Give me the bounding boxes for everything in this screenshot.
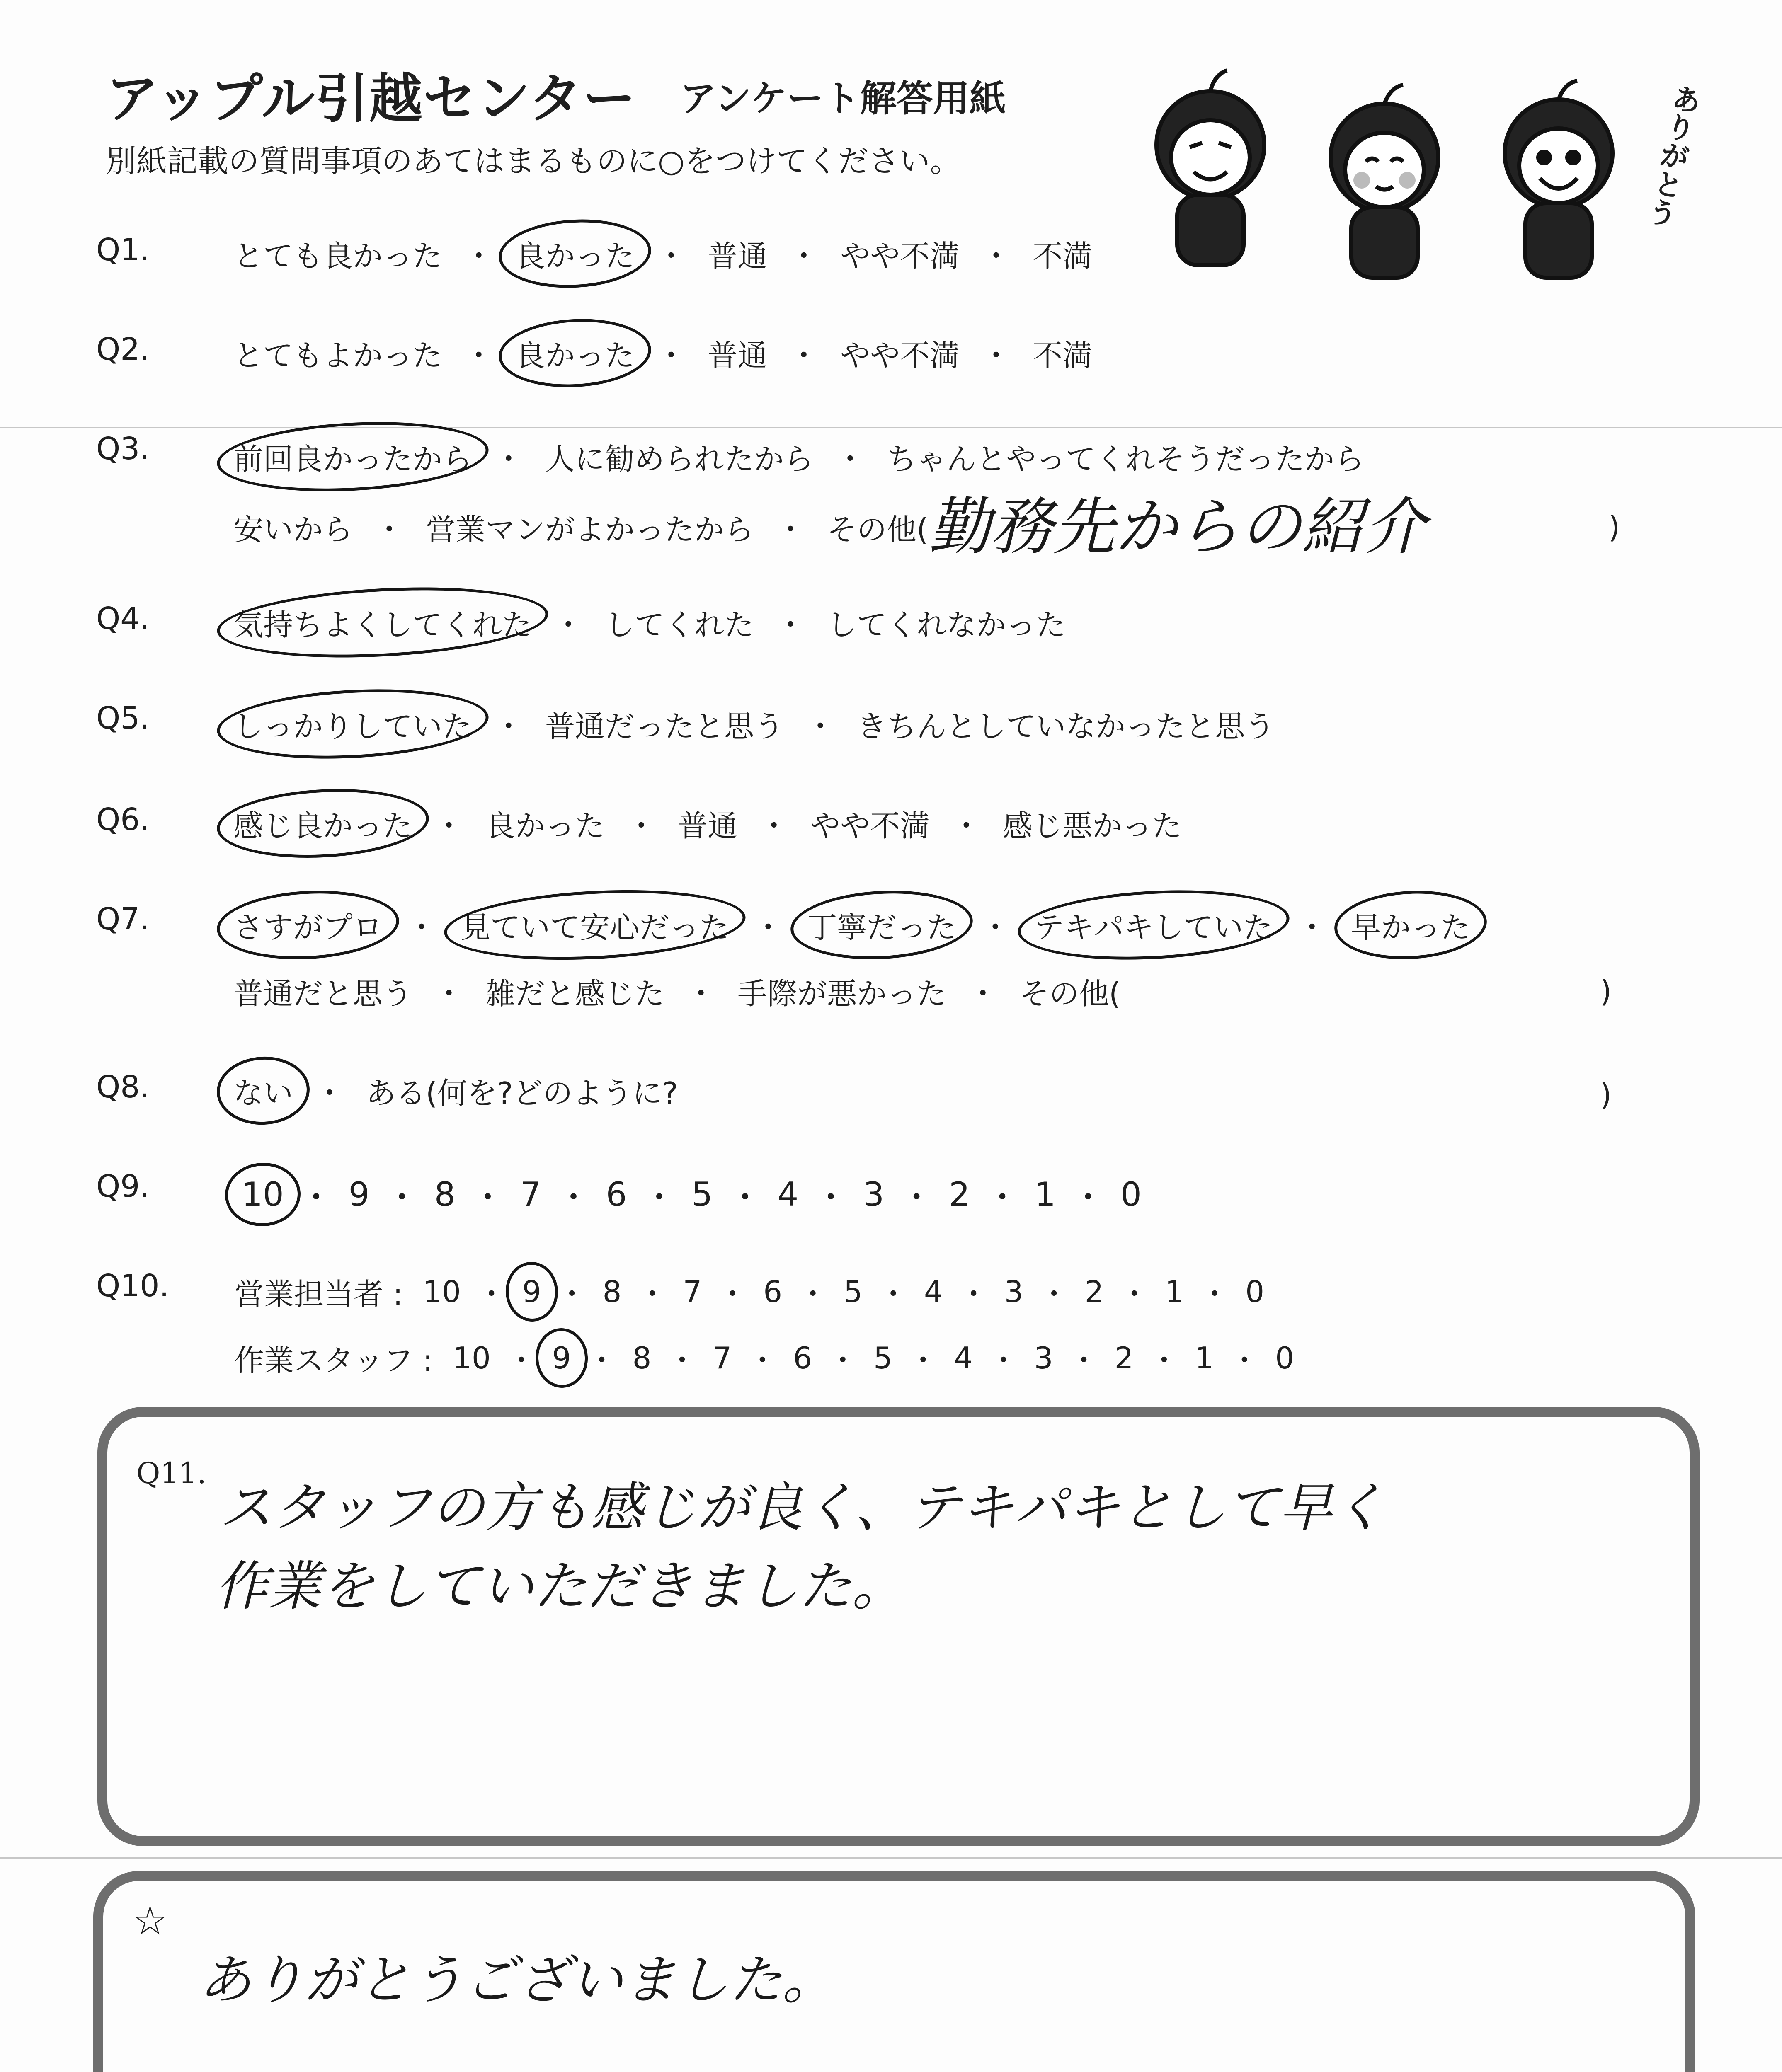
instruction-text: 別紙記載の質問事項のあてはまるものに○をつけてください。 — [106, 143, 961, 179]
q3-options: 前回良かったから ・ 人に勧められたから ・ ちゃんとやってくれそうだったから — [230, 435, 1367, 478]
q2-option-selected[interactable]: 良かった — [512, 332, 638, 375]
q11-handwritten-line-1: スタッフの方も感じが良く、テキパキとして早く — [219, 1477, 1386, 1539]
q4-options: 気持ちよくしてくれた ・ してくれた ・ してくれなかった — [230, 601, 1069, 644]
q3-options-row2: 安いから ・ 営業マンがよかったから ・ その他( — [230, 506, 931, 549]
q11-comment-box[interactable] — [97, 1407, 1700, 1846]
q11-handwritten-line-2: 作業をしていただきました。 — [215, 1556, 905, 1617]
q7-option-selected[interactable]: 早かった — [1348, 903, 1474, 946]
q7-option-selected[interactable]: 見ていて安心だった — [457, 903, 732, 946]
q8-options: ない ・ ある(何を?どのように? — [230, 1069, 681, 1112]
q10-sales-label: 営業担当者 : — [234, 1277, 403, 1312]
q10-staff-score-selected[interactable]: 9 — [549, 1341, 575, 1375]
q8-close-paren: ) — [1600, 1077, 1612, 1112]
q10-sales-score[interactable]: 5 — [844, 1274, 863, 1309]
q2-option[interactable]: 普通 — [708, 338, 768, 373]
q7-option-selected[interactable]: テキパキしていた — [1031, 903, 1276, 946]
q10-sales-score[interactable]: 10 — [423, 1274, 461, 1309]
q2-option[interactable]: とてもよかった — [233, 338, 443, 373]
q7-options: さすがプロ ・ 見ていて安心だった ・ 丁寧だった ・ テキパキしていた ・ 早かった — [230, 903, 1474, 946]
q6-option[interactable]: 普通 — [678, 808, 738, 843]
q8-label: Q8. — [96, 1069, 150, 1105]
q3-option[interactable]: ちゃんとやってくれそうだったから — [887, 442, 1365, 477]
q9-score[interactable]: 1 — [1035, 1175, 1056, 1214]
thanks-handwritten: ありがとうございました。 — [199, 1949, 836, 2011]
q5-option[interactable]: 普通だったと思う — [545, 709, 784, 744]
q1-label: Q1. — [96, 232, 150, 268]
q10-sales-score[interactable]: 4 — [924, 1274, 943, 1309]
q6-option-selected[interactable]: 感じ良かった — [230, 802, 416, 845]
q1-options: とても良かった ・ 良かった ・ 普通 ・ やや不満 ・ 不満 — [230, 232, 1096, 275]
q1-option[interactable]: 不満 — [1033, 239, 1093, 274]
q10-sales-score[interactable]: 6 — [763, 1274, 783, 1309]
q5-option[interactable]: きちんとしていなかったと思う — [857, 709, 1275, 744]
q3-option[interactable]: 営業マンがよかったから — [426, 512, 754, 547]
q10-staff-score[interactable]: 0 — [1275, 1341, 1295, 1375]
q10-staff-score[interactable]: 1 — [1195, 1341, 1214, 1375]
q8-option[interactable]: ある(何を?どのように? — [366, 1076, 678, 1111]
star-icon: ☆ — [132, 1898, 168, 1944]
q7-option[interactable]: 雑だと感じた — [485, 976, 665, 1011]
q9-score-selected[interactable]: 10 — [238, 1175, 287, 1214]
q7-option-selected[interactable]: 丁寧だった — [804, 903, 960, 946]
q10-sales-score-selected[interactable]: 9 — [519, 1274, 545, 1309]
q9-score-options: 10 ・ 9 ・ 8 ・ 7 ・ 6 ・ 5 ・ 4 ・ 3 ・ 2 ・ 1 ・ 0 — [238, 1171, 1145, 1218]
q3-label: Q3. — [96, 431, 150, 467]
monkey-3 — [1505, 81, 1612, 278]
q5-options: しっかりしていた ・ 普通だったと思う ・ きちんとしていなかったと思う — [230, 702, 1278, 746]
q3-option-other[interactable]: その他( — [827, 512, 929, 547]
q3-option[interactable]: 安いから — [233, 512, 353, 547]
q3-option-selected[interactable]: 前回良かったから — [230, 435, 475, 478]
q3-other-handwritten: 勤務先からの紹介 — [929, 491, 1426, 563]
q7-options-row2: 普通だと思う ・ 雑だと感じた ・ 手際が悪かった ・ その他( — [230, 970, 1124, 1013]
q6-options: 感じ良かった ・ 良かった ・ 普通 ・ やや不満 ・ 感じ悪かった — [230, 802, 1185, 845]
q3-close-paren: ) — [1608, 510, 1620, 545]
q10-staff-score[interactable]: 6 — [793, 1341, 812, 1375]
q5-label: Q5. — [96, 700, 150, 736]
q10-sales-score[interactable]: 8 — [602, 1274, 622, 1309]
q9-score[interactable]: 7 — [520, 1175, 541, 1214]
company-name: アップル引越センター — [106, 68, 637, 130]
q9-score[interactable]: 5 — [691, 1175, 713, 1214]
q4-option-selected[interactable]: 気持ちよくしてくれた — [230, 601, 535, 644]
q2-option[interactable]: 不満 — [1033, 338, 1093, 373]
q9-score[interactable]: 0 — [1120, 1175, 1142, 1214]
q9-score[interactable]: 9 — [348, 1175, 370, 1214]
q10-staff-score[interactable]: 8 — [632, 1341, 652, 1375]
q10-staff-score[interactable]: 4 — [953, 1341, 973, 1375]
q7-close-paren: ) — [1600, 974, 1612, 1009]
q1-option-selected[interactable]: 良かった — [512, 232, 638, 275]
q4-label: Q4. — [96, 601, 150, 637]
q10-sales-score[interactable]: 3 — [1004, 1274, 1023, 1309]
q10-sales-score[interactable]: 2 — [1084, 1274, 1104, 1309]
q4-option[interactable]: してくれなかった — [827, 608, 1066, 642]
q10-sales-row: 営業担当者 : 10 ・ 9 ・ 8 ・ 7 ・ 6 ・ 5 ・ 4 ・ 3 ・ 2 ・ 1 ・ 0 — [234, 1270, 1268, 1313]
q9-score[interactable]: 2 — [949, 1175, 970, 1214]
q9-score[interactable]: 4 — [777, 1175, 799, 1214]
q8-option-selected[interactable]: ない — [230, 1069, 296, 1112]
q9-score[interactable]: 3 — [863, 1175, 885, 1214]
q2-option[interactable]: やや不満 — [840, 338, 960, 373]
q7-label: Q7. — [96, 901, 150, 937]
q3-option[interactable]: 人に勧められたから — [545, 442, 814, 477]
q6-label: Q6. — [96, 802, 150, 838]
q2-label: Q2. — [96, 332, 150, 367]
q10-staff-score[interactable]: 5 — [873, 1341, 892, 1375]
q10-staff-score[interactable]: 7 — [713, 1341, 732, 1375]
q10-staff-score[interactable]: 10 — [453, 1341, 491, 1375]
thanks-comment-box[interactable] — [93, 1871, 1695, 2072]
q5-option-selected[interactable]: しっかりしていた — [230, 702, 475, 746]
q7-option[interactable]: 手際が悪かった — [737, 976, 947, 1011]
q9-score[interactable]: 6 — [606, 1175, 627, 1214]
q1-option[interactable]: 普通 — [708, 239, 768, 274]
mascot-thanks-text: ありがとう — [1641, 81, 1704, 230]
q6-option[interactable]: やや不満 — [810, 808, 930, 843]
q7-option[interactable]: 普通だと思う — [233, 976, 413, 1011]
q10-staff-label: 作業スタッフ : — [234, 1343, 433, 1378]
q6-option[interactable]: 良かった — [485, 808, 605, 843]
q10-staff-score[interactable]: 2 — [1114, 1341, 1134, 1375]
q10-staff-score[interactable]: 3 — [1034, 1341, 1053, 1375]
q7-option-other[interactable]: その他( — [1019, 976, 1121, 1011]
form-title: アンケート解答用紙 — [680, 77, 1006, 120]
q9-score[interactable]: 8 — [434, 1175, 456, 1214]
monkey-2 — [1331, 85, 1438, 278]
fold-line — [0, 1857, 1782, 1859]
q4-option[interactable]: してくれた — [605, 608, 754, 642]
q10-label: Q10. — [96, 1268, 169, 1304]
q1-option[interactable]: やや不満 — [840, 239, 960, 274]
fold-line — [0, 427, 1782, 428]
q10-staff-row: 作業スタッフ : 10 ・ 9 ・ 8 ・ 7 ・ 6 ・ 5 ・ 4 ・ 3 ・ 2 ・ 1 ・ 0 — [234, 1336, 1297, 1380]
q10-sales-score[interactable]: 0 — [1245, 1274, 1265, 1309]
monkey-1 — [1156, 70, 1264, 265]
q2-options: とてもよかった ・ 良かった ・ 普通 ・ やや不満 ・ 不満 — [230, 332, 1096, 375]
q10-sales-score[interactable]: 7 — [683, 1274, 702, 1309]
q6-option[interactable]: 感じ悪かった — [1003, 808, 1182, 843]
q1-option[interactable]: とても良かった — [233, 239, 443, 274]
q9-label: Q9. — [96, 1169, 150, 1204]
q7-option-selected[interactable]: さすがプロ — [230, 903, 386, 946]
q11-label: Q11. — [136, 1456, 206, 1490]
q10-sales-score[interactable]: 1 — [1165, 1274, 1184, 1309]
monkey-mascots-illustration — [1127, 62, 1675, 294]
